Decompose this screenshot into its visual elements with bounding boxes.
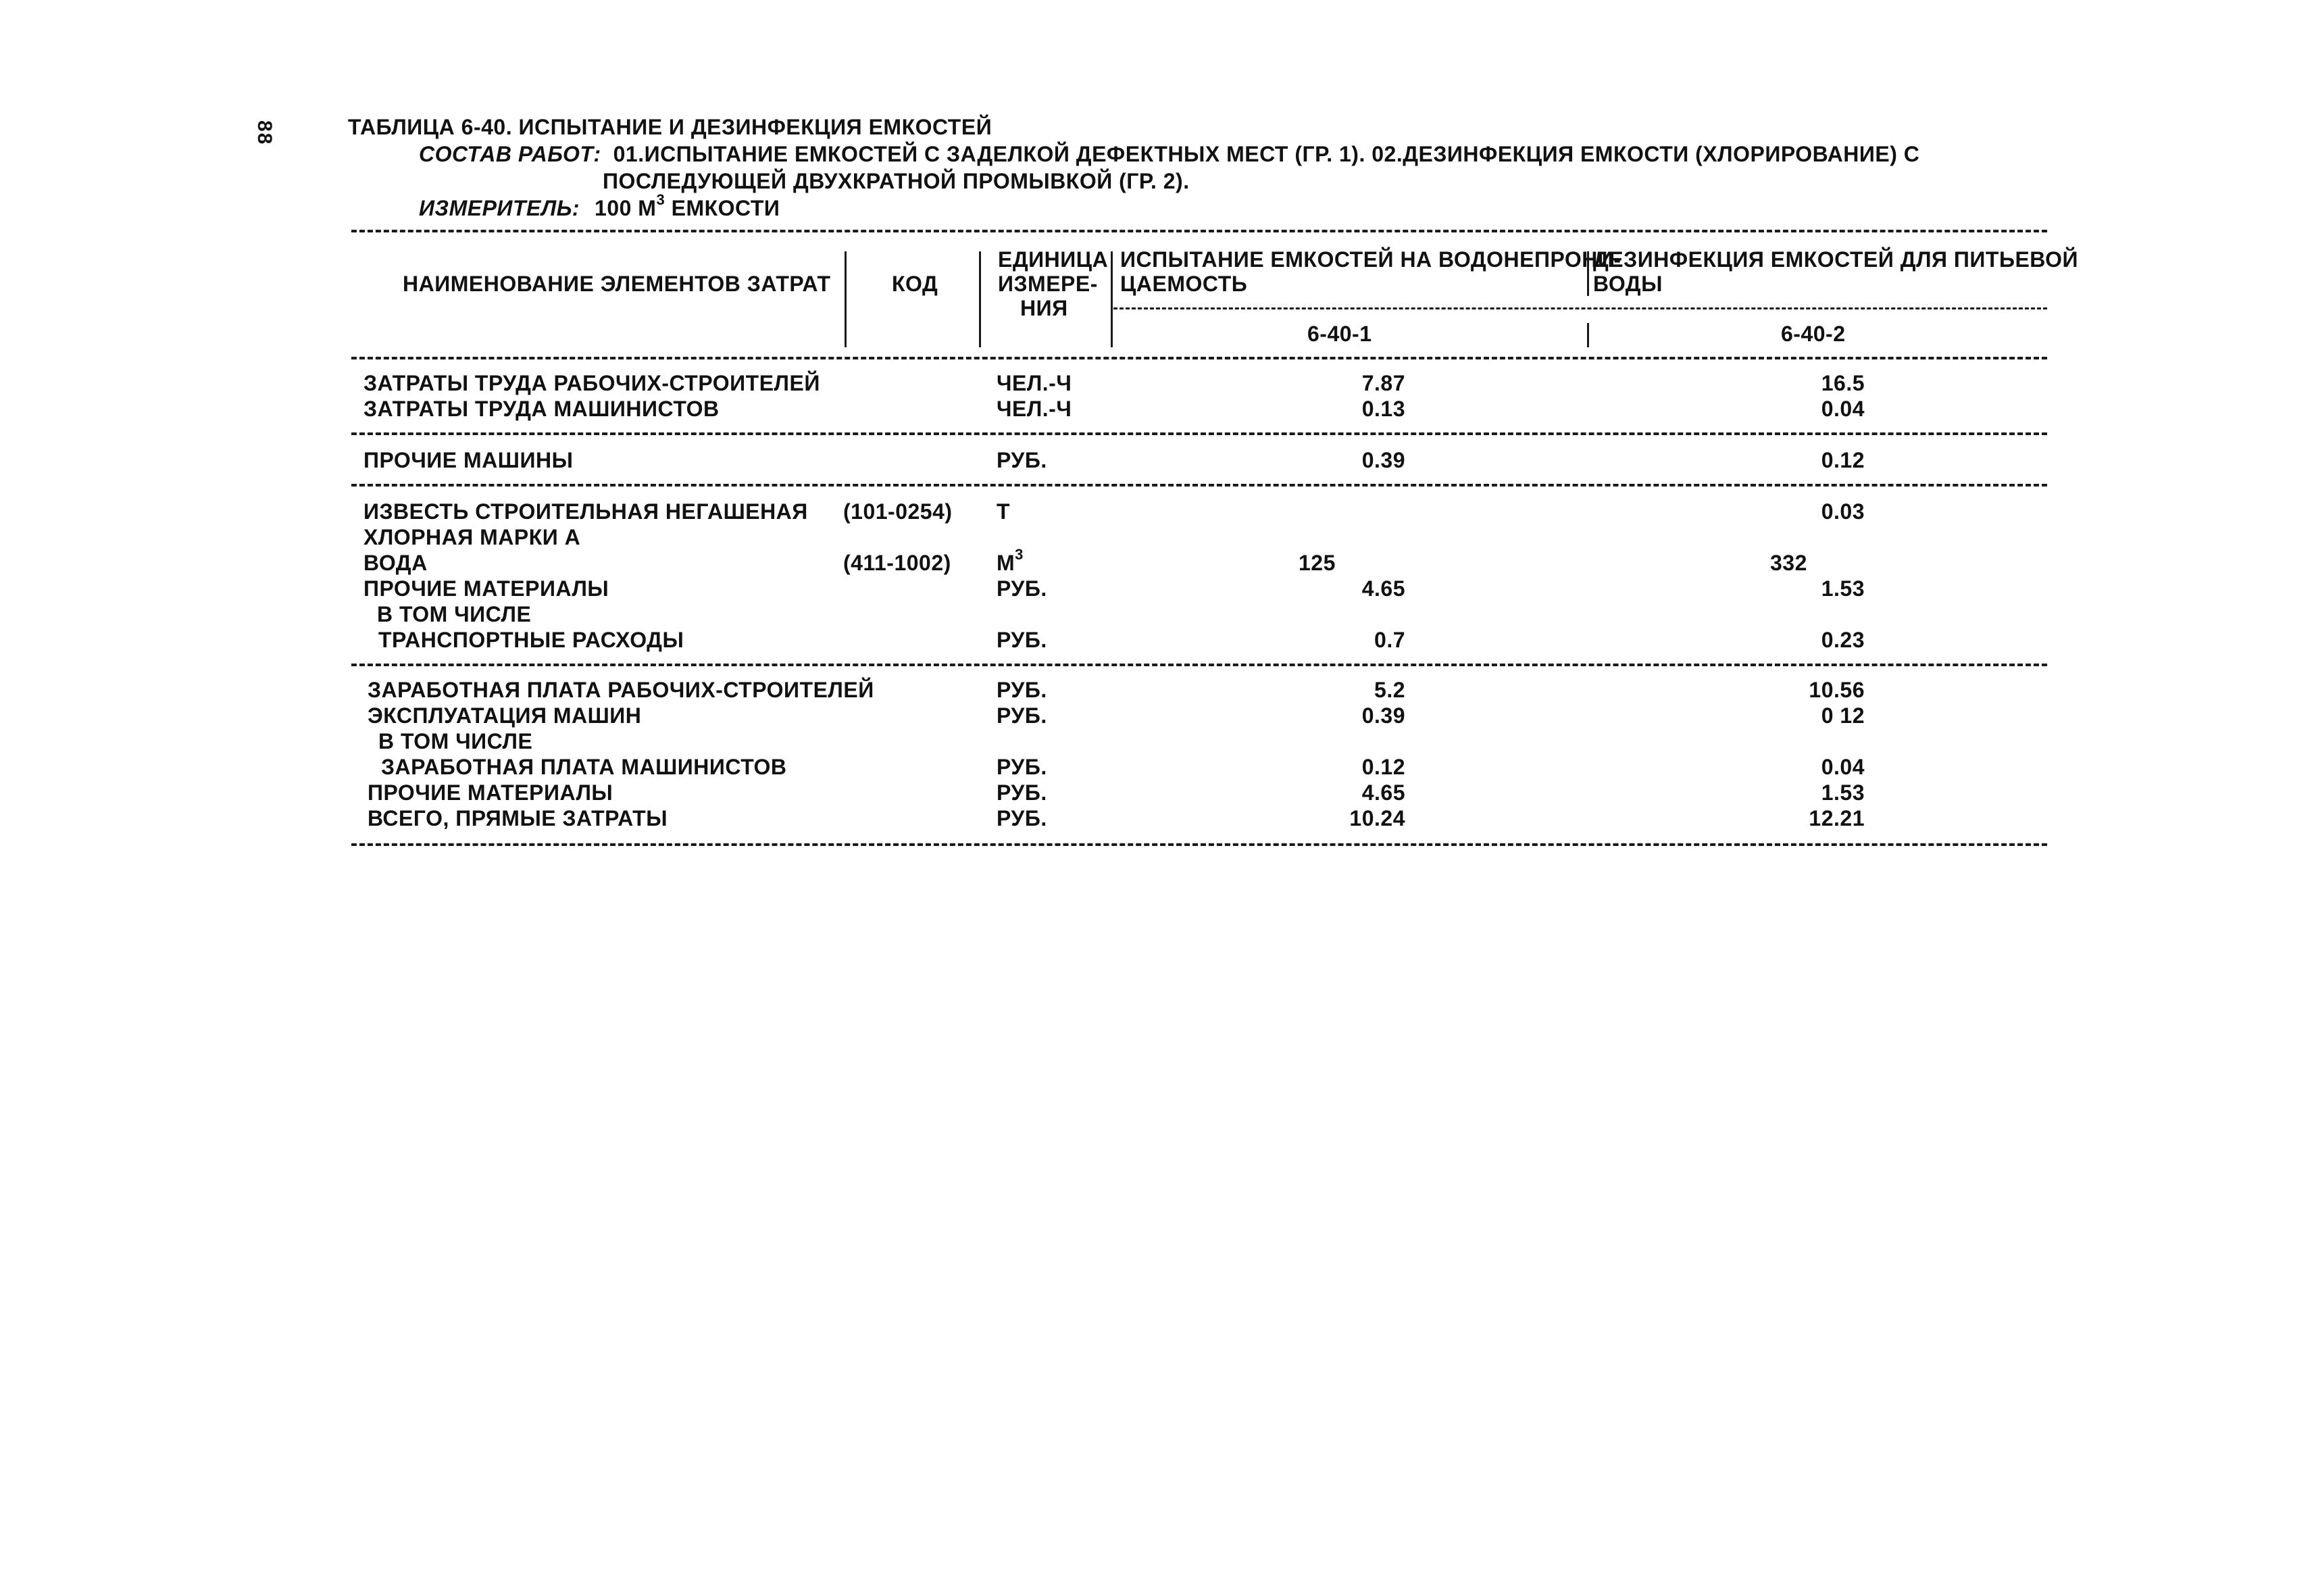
row-name: ВОДА: [363, 551, 428, 575]
row-name: ЗАРАБОТНАЯ ПЛАТА РАБОЧИХ-СТРОИТЕЛЕЙ: [368, 678, 874, 702]
col-sep-2: [979, 251, 981, 347]
row-value-6-40-1: 4.65: [1361, 576, 1405, 601]
table-row: [351, 780, 2047, 805]
row-value-6-40-1: 0.39: [1361, 703, 1405, 728]
row-value-6-40-2: 332: [1770, 551, 1807, 575]
row-value-6-40-1: 125: [1299, 551, 1336, 575]
row-name: ТРАНСПОРТНЫЕ РАСХОДЫ: [378, 628, 684, 652]
col-header-name: НАИМЕНОВАНИЕ ЭЛЕМЕНТОВ ЗАТРАТ: [403, 272, 831, 296]
row-value-6-40-2: 0.23: [1821, 628, 1865, 652]
rule-after-labor: [351, 432, 2047, 435]
col-header-code: КОД: [892, 272, 938, 296]
meter-value-post: ЕМКОСТИ: [665, 196, 780, 220]
row-name: ПРОЧИЕ МАТЕРИАЛЫ: [363, 576, 609, 601]
work-composition-cont: ПОСЛЕДУЮЩЕЙ ДВУХКРАТНОЙ ПРОМЫВКОЙ (ГР. 2).: [603, 169, 1190, 193]
row-name: ВСЕГО, ПРЯМЫЕ ЗАТРАТЫ: [368, 806, 668, 830]
meter: [348, 191, 2051, 222]
col-header-unit-2: ИЗМЕРЕ-: [998, 272, 1098, 296]
col-sep-3: [1111, 251, 1113, 347]
row-name: ПРОЧИЕ МАТЕРИАЛЫ: [368, 780, 613, 805]
row-unit: [997, 546, 1024, 576]
row-value-6-40-1: 0.39: [1361, 448, 1405, 472]
rule-header-bottom: [351, 357, 2047, 359]
row-value-6-40-2: 0 12: [1821, 703, 1865, 728]
row-value-6-40-1: 10.24: [1349, 806, 1405, 830]
table-row: [351, 396, 2047, 422]
meter-value-pre: 100 М: [595, 196, 657, 220]
work-composition-text: 01.ИСПЫТАНИЕ ЕМКОСТЕЙ С ЗАДЕЛКОЙ ДЕФЕКТНЫХ МЕСТ (ГР. 1). 02.ДЕЗИНФЕКЦИЯ ЕМКОСТИ (ХЛОРИРОВАНИЕ) С: [613, 142, 1920, 166]
row-unit: Т: [997, 499, 1011, 524]
row-unit-sup: 3: [1015, 546, 1024, 564]
row-unit: РУБ.: [997, 755, 1047, 779]
col-code-6-40-1: 6-40-1: [1307, 322, 1372, 346]
col-header-group2-line2: ВОДЫ: [1593, 272, 1663, 296]
row-name: ХЛОРНАЯ МАРКИ А: [363, 525, 581, 549]
row-value-6-40-1: 0.7: [1374, 628, 1405, 652]
row-value-6-40-1: 4.65: [1361, 780, 1405, 805]
table-title: ТАБЛИЦА 6-40. ИСПЫТАНИЕ И ДЕЗИНФЕКЦИЯ ЕМКОСТЕЙ: [348, 115, 992, 139]
table-row: [351, 546, 2047, 576]
row-value-6-40-2: 0.04: [1821, 397, 1865, 421]
row-value-6-40-2: 16.5: [1821, 371, 1865, 395]
row-unit: ЧЕЛ.-Ч: [997, 397, 1072, 421]
table-row: [351, 524, 2047, 550]
row-unit: РУБ.: [997, 806, 1047, 830]
row-value-6-40-2: 12.21: [1809, 806, 1865, 830]
rule-top: [351, 230, 2047, 232]
table-row: [351, 576, 2047, 601]
work-composition: [348, 141, 2051, 168]
col-sep-4: [1587, 251, 1589, 296]
row-unit: ЧЕЛ.-Ч: [997, 371, 1072, 395]
row-name: ЭКСПЛУАТАЦИЯ МАШИН: [368, 703, 642, 728]
page-number: 88: [253, 120, 276, 146]
table-row: [351, 677, 2047, 703]
row-value-6-40-2: 0.03: [1821, 499, 1865, 524]
row-unit: РУБ.: [997, 576, 1047, 601]
row-value-6-40-2: 1.53: [1821, 780, 1865, 805]
col-sep-1: [845, 251, 847, 347]
table-row: [351, 601, 2047, 627]
row-code: (101-0254): [843, 499, 953, 524]
col-code-6-40-2: 6-40-2: [1781, 322, 1846, 346]
row-unit: РУБ.: [997, 678, 1047, 702]
row-unit: РУБ.: [997, 628, 1047, 652]
row-value-6-40-2: 1.53: [1821, 576, 1865, 601]
col-header-group1-line1: ИСПЫТАНИЕ ЕМКОСТЕЙ НА ВОДОНЕПРОНИ-: [1120, 247, 1621, 272]
rule-subheader: [1113, 307, 2047, 309]
row-value-6-40-2: 0.12: [1821, 448, 1865, 472]
rule-after-materials: [351, 664, 2047, 666]
col-header-group2-line1: ДЕЗИНФЕКЦИЯ ЕМКОСТЕЙ ДЛЯ ПИТЬЕВОЙ: [1593, 247, 2078, 272]
row-value-6-40-1: 0.13: [1361, 397, 1405, 421]
row-name: ПРОЧИЕ МАШИНЫ: [363, 448, 574, 472]
row-name: ЗАТРАТЫ ТРУДА МАШИНИСТОВ: [363, 397, 720, 421]
row-name: В ТОМ ЧИСЛЕ: [377, 602, 532, 626]
rule-after-machines: [351, 484, 2047, 487]
col-header-group1-line2: ЦАЕМОСТЬ: [1120, 272, 1248, 296]
row-code: (411-1002): [843, 551, 951, 575]
table-row: [351, 370, 2047, 396]
col-header-unit-3: НИЯ: [1020, 296, 1068, 320]
rule-bottom: [351, 843, 2047, 846]
table-row: [351, 499, 2047, 524]
row-unit: РУБ.: [997, 703, 1047, 728]
col-sep-5: [1587, 323, 1589, 347]
table-row: [351, 805, 2047, 831]
table-row: [351, 703, 2047, 728]
row-name: ЗАРАБОТНАЯ ПЛАТА МАШИНИСТОВ: [381, 755, 787, 779]
row-value-6-40-2: 0.04: [1821, 755, 1865, 779]
row-unit: РУБ.: [997, 448, 1047, 472]
row-value-6-40-1: 7.87: [1361, 371, 1405, 395]
table-row: [351, 754, 2047, 780]
row-name: В ТОМ ЧИСЛЕ: [378, 729, 533, 753]
table-row: [351, 627, 2047, 653]
col-header-unit-1: ЕДИНИЦА: [998, 247, 1109, 272]
row-value-6-40-1: 0.12: [1361, 755, 1405, 779]
row-unit: РУБ.: [997, 780, 1047, 805]
meter-value-sup: 3: [656, 191, 665, 209]
table-header-block: [348, 114, 2051, 222]
row-value-6-40-1: 5.2: [1374, 678, 1405, 702]
meter-label: ИЗМЕРИТЕЛЬ:: [419, 196, 580, 220]
row-value-6-40-2: 10.56: [1809, 678, 1865, 702]
table-row: [351, 447, 2047, 473]
table-row: [351, 728, 2047, 754]
row-name: ЗАТРАТЫ ТРУДА РАБОЧИХ-СТРОИТЕЛЕЙ: [363, 371, 820, 395]
row-name: ИЗВЕСТЬ СТРОИТЕЛЬНАЯ НЕГАШЕНАЯ: [363, 499, 808, 524]
work-composition-label: СОСТАВ РАБОТ:: [419, 142, 601, 166]
row-unit-base: М: [997, 551, 1015, 575]
